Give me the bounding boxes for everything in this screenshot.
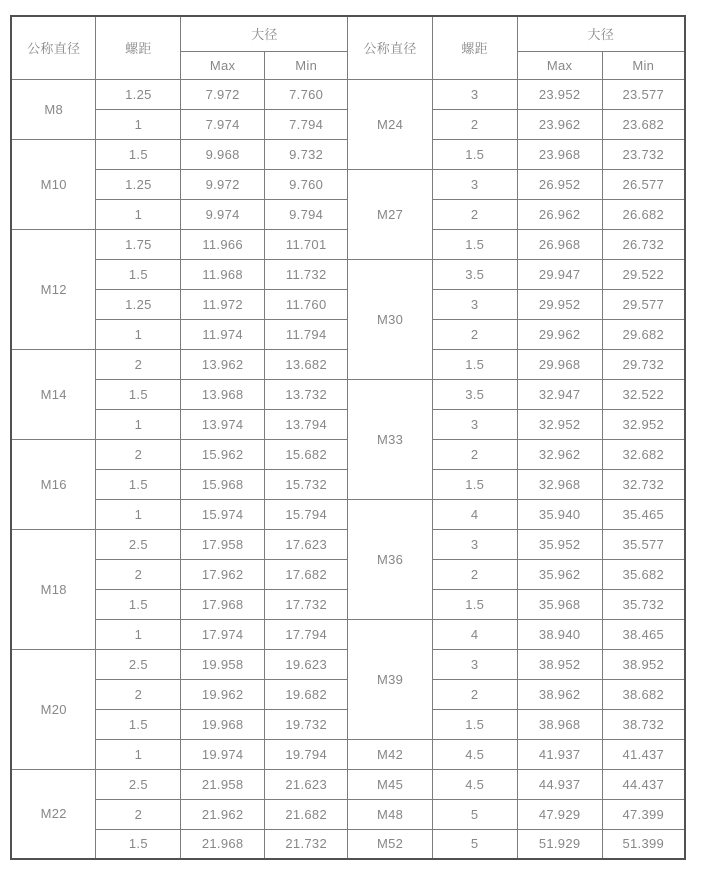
pitch-cell-left: 1.5 (96, 259, 181, 289)
min-cell-left: 17.732 (264, 589, 348, 619)
table-row (11, 79, 685, 109)
pitch-cell-right: 1.5 (432, 229, 517, 259)
max-cell-left: 19.974 (181, 739, 265, 769)
pitch-cell-left: 2.5 (96, 529, 181, 559)
min-cell-left: 19.794 (264, 739, 348, 769)
table-row (11, 259, 685, 289)
max-cell-right: 35.962 (517, 559, 602, 589)
pitch-cell-right: 3.5 (432, 259, 517, 289)
max-cell-right: 26.962 (517, 199, 602, 229)
min-cell-left: 21.732 (264, 829, 348, 859)
min-cell-right: 35.577 (602, 529, 685, 559)
nominal-diameter-cell-left: M20 (11, 649, 96, 769)
min-cell-left: 21.623 (264, 769, 348, 799)
header-max-left: Max (181, 51, 265, 79)
pitch-cell-left: 1.25 (96, 79, 181, 109)
table-row (11, 829, 685, 859)
pitch-cell-left: 1 (96, 109, 181, 139)
max-cell-left: 21.962 (181, 799, 265, 829)
max-cell-left: 19.958 (181, 649, 265, 679)
pitch-cell-right: 1.5 (432, 139, 517, 169)
max-cell-left: 9.968 (181, 139, 265, 169)
nominal-diameter-cell-right: M36 (348, 499, 432, 619)
max-cell-right: 23.968 (517, 139, 602, 169)
min-cell-right: 26.732 (602, 229, 685, 259)
min-cell-right: 38.952 (602, 649, 685, 679)
pitch-cell-right: 1.5 (432, 709, 517, 739)
min-cell-right: 29.522 (602, 259, 685, 289)
max-cell-right: 44.937 (517, 769, 602, 799)
max-cell-right: 47.929 (517, 799, 602, 829)
max-cell-right: 35.952 (517, 529, 602, 559)
min-cell-right: 35.732 (602, 589, 685, 619)
max-cell-left: 13.962 (181, 349, 265, 379)
pitch-cell-left: 1.25 (96, 169, 181, 199)
nominal-diameter-cell-right: M33 (348, 379, 432, 499)
pitch-cell-right: 4.5 (432, 739, 517, 769)
max-cell-right: 38.962 (517, 679, 602, 709)
min-cell-right: 47.399 (602, 799, 685, 829)
max-cell-left: 19.962 (181, 679, 265, 709)
min-cell-left: 11.701 (264, 229, 348, 259)
pitch-cell-right: 2 (432, 199, 517, 229)
max-cell-right: 23.952 (517, 79, 602, 109)
min-cell-right: 32.522 (602, 379, 685, 409)
min-cell-right: 23.682 (602, 109, 685, 139)
table-header (11, 16, 685, 79)
pitch-cell-left: 1 (96, 409, 181, 439)
thread-major-diameter-table (10, 15, 686, 860)
min-cell-right: 35.465 (602, 499, 685, 529)
max-cell-right: 41.937 (517, 739, 602, 769)
max-cell-right: 32.952 (517, 409, 602, 439)
min-cell-left: 11.760 (264, 289, 348, 319)
min-cell-right: 35.682 (602, 559, 685, 589)
nominal-diameter-cell-left: M10 (11, 139, 96, 229)
pitch-cell-left: 2 (96, 799, 181, 829)
nominal-diameter-cell-left: M14 (11, 349, 96, 439)
max-cell-left: 7.974 (181, 109, 265, 139)
max-cell-left: 7.972 (181, 79, 265, 109)
pitch-cell-right: 4.5 (432, 769, 517, 799)
nominal-diameter-cell-left: M12 (11, 229, 96, 349)
pitch-cell-left: 1.5 (96, 829, 181, 859)
header-max-right: Max (517, 51, 602, 79)
pitch-cell-right: 2 (432, 319, 517, 349)
max-cell-left: 11.968 (181, 259, 265, 289)
min-cell-right: 38.732 (602, 709, 685, 739)
pitch-cell-left: 1 (96, 619, 181, 649)
min-cell-left: 19.682 (264, 679, 348, 709)
min-cell-right: 29.732 (602, 349, 685, 379)
min-cell-left: 13.682 (264, 349, 348, 379)
min-cell-right: 44.437 (602, 769, 685, 799)
min-cell-left: 11.794 (264, 319, 348, 349)
min-cell-left: 15.682 (264, 439, 348, 469)
pitch-cell-left: 1.5 (96, 709, 181, 739)
table-row (11, 169, 685, 199)
pitch-cell-right: 1.5 (432, 589, 517, 619)
nominal-diameter-cell-left: M22 (11, 769, 96, 859)
max-cell-right: 23.962 (517, 109, 602, 139)
nominal-diameter-cell-right: M30 (348, 259, 432, 379)
pitch-cell-right: 5 (432, 799, 517, 829)
pitch-cell-left: 2.5 (96, 649, 181, 679)
pitch-cell-right: 5 (432, 829, 517, 859)
pitch-cell-left: 2 (96, 349, 181, 379)
min-cell-right: 38.682 (602, 679, 685, 709)
min-cell-left: 7.794 (264, 109, 348, 139)
max-cell-left: 19.968 (181, 709, 265, 739)
pitch-cell-right: 1.5 (432, 349, 517, 379)
pitch-cell-right: 4 (432, 619, 517, 649)
min-cell-right: 38.465 (602, 619, 685, 649)
min-cell-right: 51.399 (602, 829, 685, 859)
max-cell-right: 29.962 (517, 319, 602, 349)
pitch-cell-left: 1.25 (96, 289, 181, 319)
min-cell-right: 23.577 (602, 79, 685, 109)
nominal-diameter-cell-right: M52 (348, 829, 432, 859)
pitch-cell-right: 2 (432, 109, 517, 139)
table-body (11, 79, 685, 859)
min-cell-right: 32.682 (602, 439, 685, 469)
pitch-cell-left: 1 (96, 499, 181, 529)
pitch-cell-right: 3 (432, 79, 517, 109)
pitch-cell-right: 3.5 (432, 379, 517, 409)
max-cell-left: 11.966 (181, 229, 265, 259)
min-cell-right: 26.577 (602, 169, 685, 199)
max-cell-left: 17.962 (181, 559, 265, 589)
pitch-cell-left: 1.75 (96, 229, 181, 259)
max-cell-right: 26.952 (517, 169, 602, 199)
min-cell-right: 29.577 (602, 289, 685, 319)
table-row (11, 499, 685, 529)
header-major-diameter-right: 大径 (517, 16, 685, 51)
min-cell-left: 11.732 (264, 259, 348, 289)
header-nominal-diameter-left: 公称直径 (11, 16, 96, 79)
nominal-diameter-cell-right: M27 (348, 169, 432, 259)
pitch-cell-right: 3 (432, 529, 517, 559)
max-cell-left: 9.972 (181, 169, 265, 199)
max-cell-right: 32.962 (517, 439, 602, 469)
table-row (11, 739, 685, 769)
table-row (11, 799, 685, 829)
min-cell-left: 15.732 (264, 469, 348, 499)
pitch-cell-left: 2.5 (96, 769, 181, 799)
pitch-cell-left: 1.5 (96, 589, 181, 619)
table-row (11, 619, 685, 649)
max-cell-right: 29.952 (517, 289, 602, 319)
pitch-cell-right: 3 (432, 409, 517, 439)
pitch-cell-left: 1 (96, 319, 181, 349)
max-cell-left: 17.974 (181, 619, 265, 649)
pitch-cell-left: 2 (96, 439, 181, 469)
max-cell-right: 38.952 (517, 649, 602, 679)
nominal-diameter-cell-right: M45 (348, 769, 432, 799)
pitch-cell-right: 3 (432, 289, 517, 319)
pitch-cell-right: 2 (432, 559, 517, 589)
max-cell-left: 15.962 (181, 439, 265, 469)
min-cell-right: 41.437 (602, 739, 685, 769)
min-cell-left: 9.794 (264, 199, 348, 229)
nominal-diameter-cell-left: M18 (11, 529, 96, 649)
pitch-cell-left: 2 (96, 559, 181, 589)
header-pitch-right: 螺距 (432, 16, 517, 79)
max-cell-right: 29.947 (517, 259, 602, 289)
max-cell-left: 11.974 (181, 319, 265, 349)
max-cell-right: 32.947 (517, 379, 602, 409)
nominal-diameter-cell-right: M24 (348, 79, 432, 169)
min-cell-left: 19.732 (264, 709, 348, 739)
max-cell-right: 51.929 (517, 829, 602, 859)
pitch-cell-left: 1.5 (96, 379, 181, 409)
header-major-diameter-left: 大径 (181, 16, 348, 51)
pitch-cell-right: 1.5 (432, 469, 517, 499)
min-cell-left: 13.794 (264, 409, 348, 439)
pitch-cell-right: 3 (432, 169, 517, 199)
max-cell-left: 17.958 (181, 529, 265, 559)
min-cell-left: 9.732 (264, 139, 348, 169)
min-cell-left: 19.623 (264, 649, 348, 679)
min-cell-right: 32.732 (602, 469, 685, 499)
max-cell-right: 29.968 (517, 349, 602, 379)
pitch-cell-left: 1 (96, 199, 181, 229)
max-cell-left: 17.968 (181, 589, 265, 619)
max-cell-left: 21.968 (181, 829, 265, 859)
pitch-cell-right: 3 (432, 649, 517, 679)
header-min-right: Min (602, 51, 685, 79)
min-cell-left: 9.760 (264, 169, 348, 199)
pitch-cell-left: 1.5 (96, 139, 181, 169)
pitch-cell-right: 4 (432, 499, 517, 529)
min-cell-right: 32.952 (602, 409, 685, 439)
pitch-cell-right: 2 (432, 439, 517, 469)
pitch-cell-left: 2 (96, 679, 181, 709)
min-cell-left: 17.682 (264, 559, 348, 589)
header-pitch-left: 螺距 (96, 16, 181, 79)
max-cell-left: 13.974 (181, 409, 265, 439)
max-cell-left: 9.974 (181, 199, 265, 229)
pitch-cell-left: 1.5 (96, 469, 181, 499)
max-cell-left: 15.968 (181, 469, 265, 499)
max-cell-left: 21.958 (181, 769, 265, 799)
min-cell-left: 7.760 (264, 79, 348, 109)
nominal-diameter-cell-right: M39 (348, 619, 432, 739)
min-cell-left: 15.794 (264, 499, 348, 529)
min-cell-right: 29.682 (602, 319, 685, 349)
max-cell-left: 15.974 (181, 499, 265, 529)
max-cell-right: 38.940 (517, 619, 602, 649)
header-min-left: Min (264, 51, 348, 79)
max-cell-left: 11.972 (181, 289, 265, 319)
nominal-diameter-cell-left: M8 (11, 79, 96, 139)
min-cell-left: 17.623 (264, 529, 348, 559)
nominal-diameter-cell-right: M42 (348, 739, 432, 769)
table-row (11, 379, 685, 409)
max-cell-left: 13.968 (181, 379, 265, 409)
table-row (11, 769, 685, 799)
max-cell-right: 26.968 (517, 229, 602, 259)
nominal-diameter-cell-left: M16 (11, 439, 96, 529)
min-cell-right: 26.682 (602, 199, 685, 229)
max-cell-right: 35.968 (517, 589, 602, 619)
min-cell-left: 21.682 (264, 799, 348, 829)
header-nominal-diameter-right: 公称直径 (348, 16, 432, 79)
nominal-diameter-cell-right: M48 (348, 799, 432, 829)
min-cell-left: 17.794 (264, 619, 348, 649)
min-cell-left: 13.732 (264, 379, 348, 409)
max-cell-right: 32.968 (517, 469, 602, 499)
max-cell-right: 38.968 (517, 709, 602, 739)
pitch-cell-left: 1 (96, 739, 181, 769)
pitch-cell-right: 2 (432, 679, 517, 709)
max-cell-right: 35.940 (517, 499, 602, 529)
min-cell-right: 23.732 (602, 139, 685, 169)
